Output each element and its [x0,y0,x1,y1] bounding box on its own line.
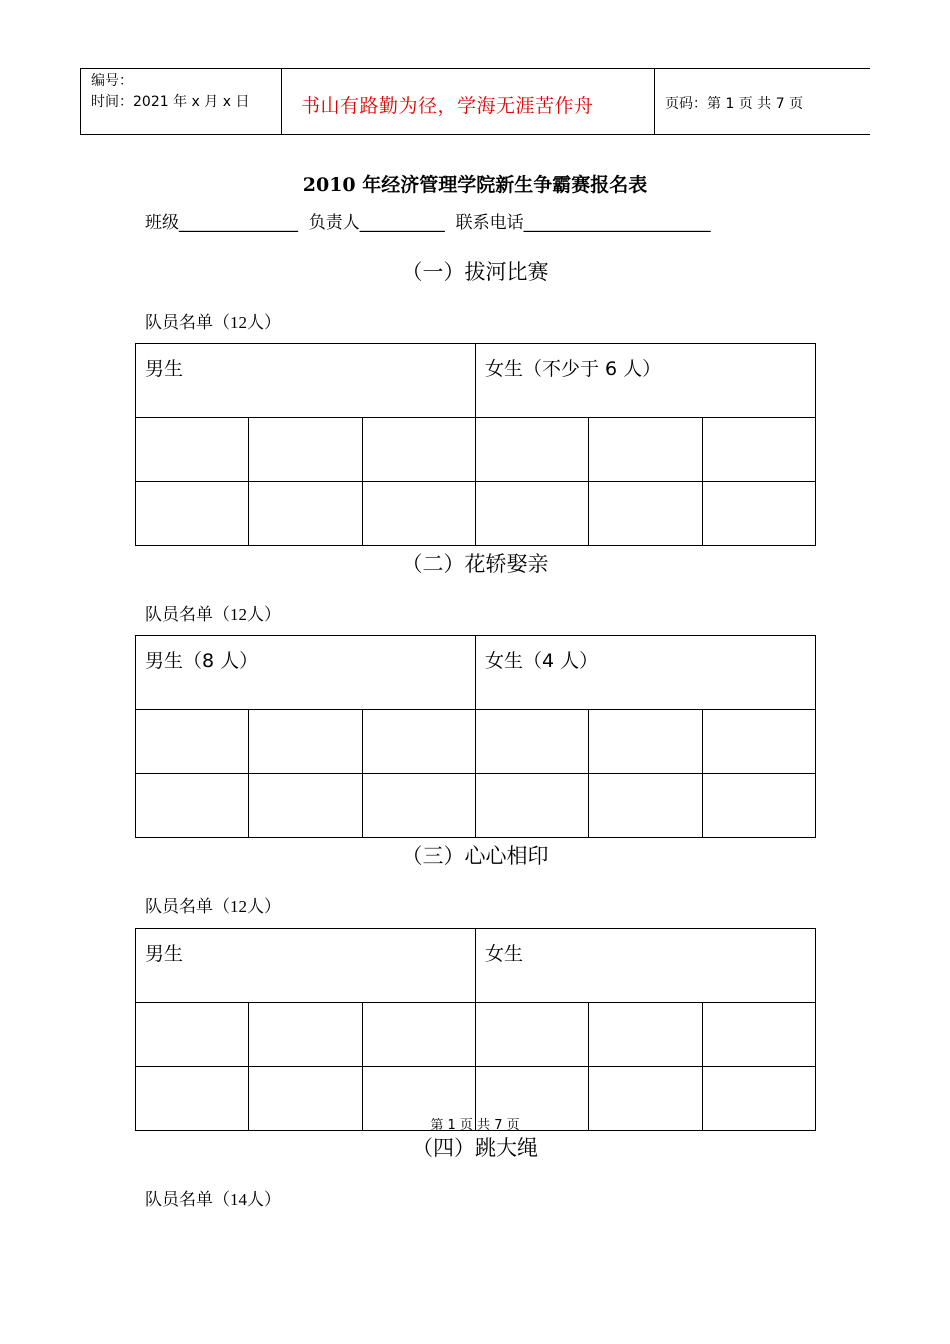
name-cell[interactable] [475,774,588,838]
name-cell[interactable] [589,774,702,838]
section-heading: （四）跳大绳 [412,1136,538,1160]
roster-label-text: 队员名单（ [145,897,230,917]
name-cell[interactable] [136,482,249,546]
name-cell[interactable] [136,774,249,838]
roster-label [145,308,281,333]
date-label: 时间：2021 年 x 月 x 日 [91,94,250,110]
header-divider [654,69,655,134]
roster-count: 12 [230,605,247,624]
header-page-number: 页码：第 1 页 共 7 页 [665,96,804,112]
name-cell[interactable] [702,418,815,482]
name-cell[interactable] [136,1003,249,1067]
roster-table [135,343,816,546]
roster-count: 12 [230,897,247,916]
name-cell[interactable] [249,710,362,774]
name-cell[interactable] [589,1003,702,1067]
name-cell[interactable] [475,418,588,482]
form-info-line: 班级______________ 负责人__________ 联系电话______________________ [145,213,711,233]
name-cell[interactable] [589,710,702,774]
name-cell[interactable] [702,710,815,774]
male-header: 男生 [136,929,476,1003]
roster-label-text: 队员名单（ [145,313,230,333]
roster-table [135,635,816,838]
name-cell[interactable] [362,482,475,546]
name-cell[interactable] [702,774,815,838]
page-footer: 第 1 页 共 7 页 [430,1118,520,1133]
name-cell[interactable] [249,774,362,838]
male-header: 男生 [136,344,476,418]
male-header: 男生（8 人） [136,636,476,710]
name-cell[interactable] [362,1003,475,1067]
name-cell[interactable] [362,710,475,774]
female-header: 女生（4 人） [475,636,815,710]
roster-suffix: 人） [247,313,281,333]
name-cell[interactable] [136,418,249,482]
name-cell[interactable] [475,1003,588,1067]
name-cell[interactable] [362,774,475,838]
name-cell[interactable] [249,1003,362,1067]
female-header: 女生（不少于 6 人） [475,344,815,418]
name-cell[interactable] [589,418,702,482]
roster-suffix: 人） [247,605,281,625]
name-cell[interactable] [362,418,475,482]
section-heading: （三）心心相印 [401,844,549,868]
document-header [80,68,870,135]
roster-suffix: 人） [247,1190,281,1210]
roster-label-text: 队员名单（ [145,1190,230,1210]
section-heading: （一）拔河比赛 [401,260,549,284]
name-cell[interactable] [702,482,815,546]
name-cell[interactable] [475,710,588,774]
roster-count: 12 [230,313,247,332]
roster-count: 14 [230,1190,247,1209]
name-cell[interactable] [249,418,362,482]
roster-suffix: 人） [247,897,281,917]
header-motto: 书山有路勤为径，学海无涯苦作舟 [301,95,594,117]
name-cell[interactable] [589,482,702,546]
roster-label-text: 队员名单（ [145,605,230,625]
form-title: 2010 年经济管理学院新生争霸赛报名表 [302,174,648,196]
female-header: 女生 [475,929,815,1003]
roster-table [135,928,816,1131]
roster-label [145,600,281,625]
name-cell[interactable] [249,482,362,546]
header-divider [281,69,282,134]
name-cell[interactable] [136,710,249,774]
name-cell[interactable] [702,1003,815,1067]
section-heading: （二）花轿娶亲 [401,552,549,576]
roster-label [145,1185,281,1210]
serial-number-label: 编号： [91,73,133,89]
roster-label [145,892,281,917]
name-cell[interactable] [475,482,588,546]
